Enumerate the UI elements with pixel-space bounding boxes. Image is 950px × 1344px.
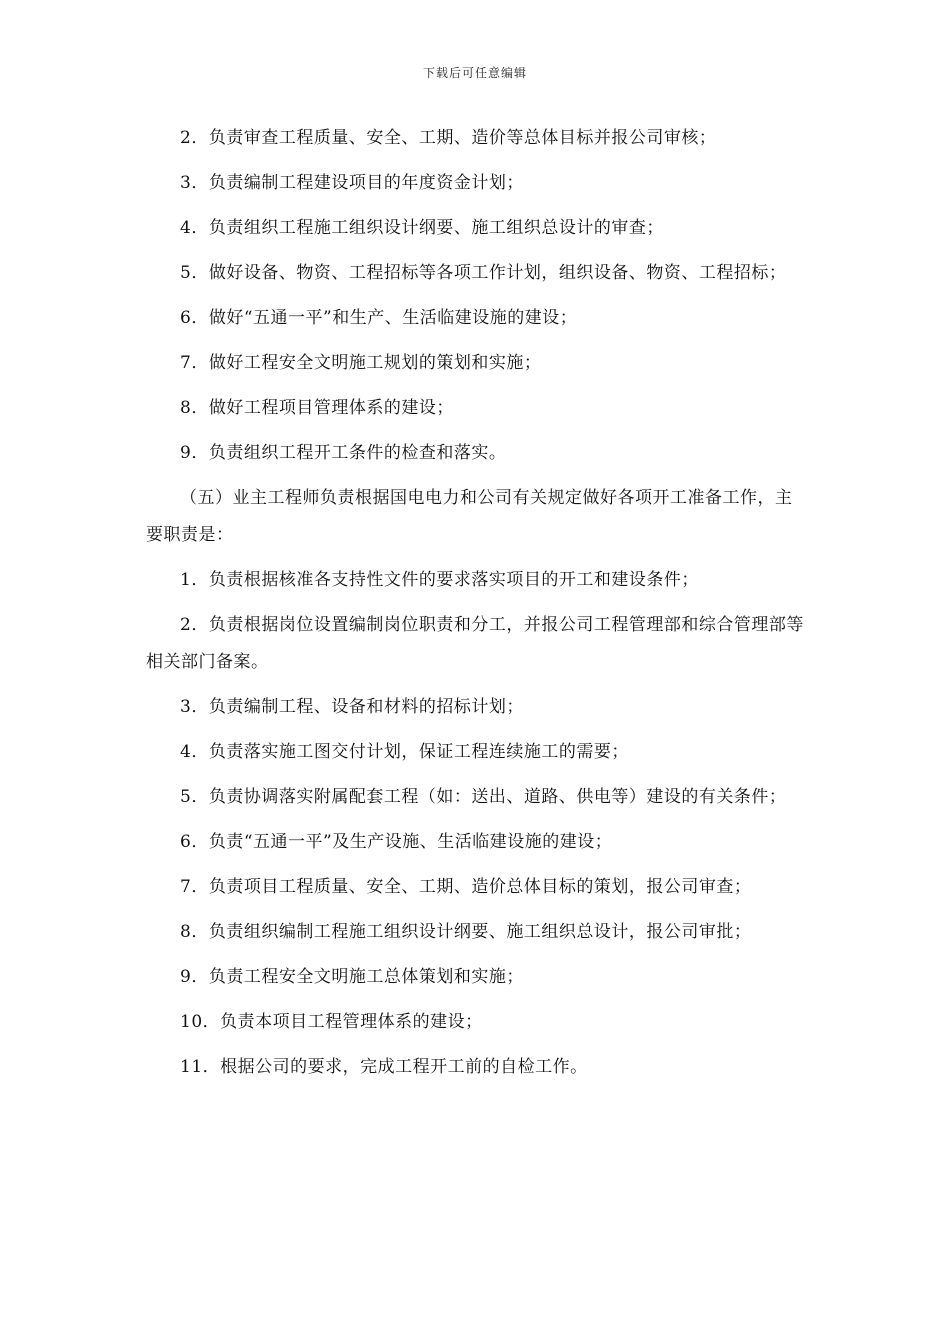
paragraph-item: 9．负责组织工程开工条件的检查和落实。	[180, 443, 507, 463]
paragraph-item: 2．负责审查工程质量、安全、工期、造价等总体目标并报公司审核；	[180, 128, 717, 148]
paragraph-item: 8．负责组织编制工程施工组织设计纲要、施工组织总设计，报公司审批；	[180, 922, 752, 942]
paragraph-item: 4．负责落实施工图交付计划，保证工程连续施工的需要；	[180, 742, 629, 762]
paragraph-item: 1．负责根据核准各支持性文件的要求落实项目的开工和建设条件；	[180, 570, 699, 590]
paragraph-item: 7．负责项目工程质量、安全、工期、造价总体目标的策划，报公司审查；	[180, 877, 752, 897]
document-body	[146, 120, 806, 1086]
section-heading-paragraph: （五）业主工程师负责根据国电电力和公司有关规定做好各项开工准备工作，主要职责是：	[146, 488, 793, 545]
paragraph-item: 6．做好“五通一平”和生产、生活临建设施的建设；	[180, 308, 578, 328]
paragraph-item: 2．负责根据岗位设置编制岗位职责和分工，并报公司工程管理部和综合管理部等相关部门备案。	[146, 615, 804, 672]
paragraph-item: 11．根据公司的要求，完成工程开工前的自检工作。	[180, 1057, 588, 1077]
paragraph-item: 6．负责“五通一平”及生产设施、生活临建设施的建设；	[180, 832, 613, 852]
paragraph-item: 3．负责编制工程、设备和材料的招标计划；	[180, 697, 524, 717]
paragraph-item: 9．负责工程安全文明施工总体策划和实施；	[180, 967, 524, 987]
paragraph-item: 7．做好工程安全文明施工规划的策划和实施；	[180, 353, 542, 373]
paragraph-item: 8．做好工程项目管理体系的建设；	[180, 398, 454, 418]
paragraph-item: 5．做好设备、物资、工程招标等各项工作计划，组织设备、物资、工程招标；	[180, 263, 787, 283]
paragraph-item: 4．负责组织工程施工组织设计纲要、施工组织总设计的审查；	[180, 218, 664, 238]
paragraph-item: 5．负责协调落实附属配套工程（如：送出、道路、供电等）建设的有关条件；	[180, 787, 787, 807]
page-header: 下载后可任意编辑	[422, 66, 527, 80]
paragraph-item: 3．负责编制工程建设项目的年度资金计划；	[180, 173, 524, 193]
paragraph-item: 10．负责本项目工程管理体系的建设；	[180, 1012, 483, 1032]
